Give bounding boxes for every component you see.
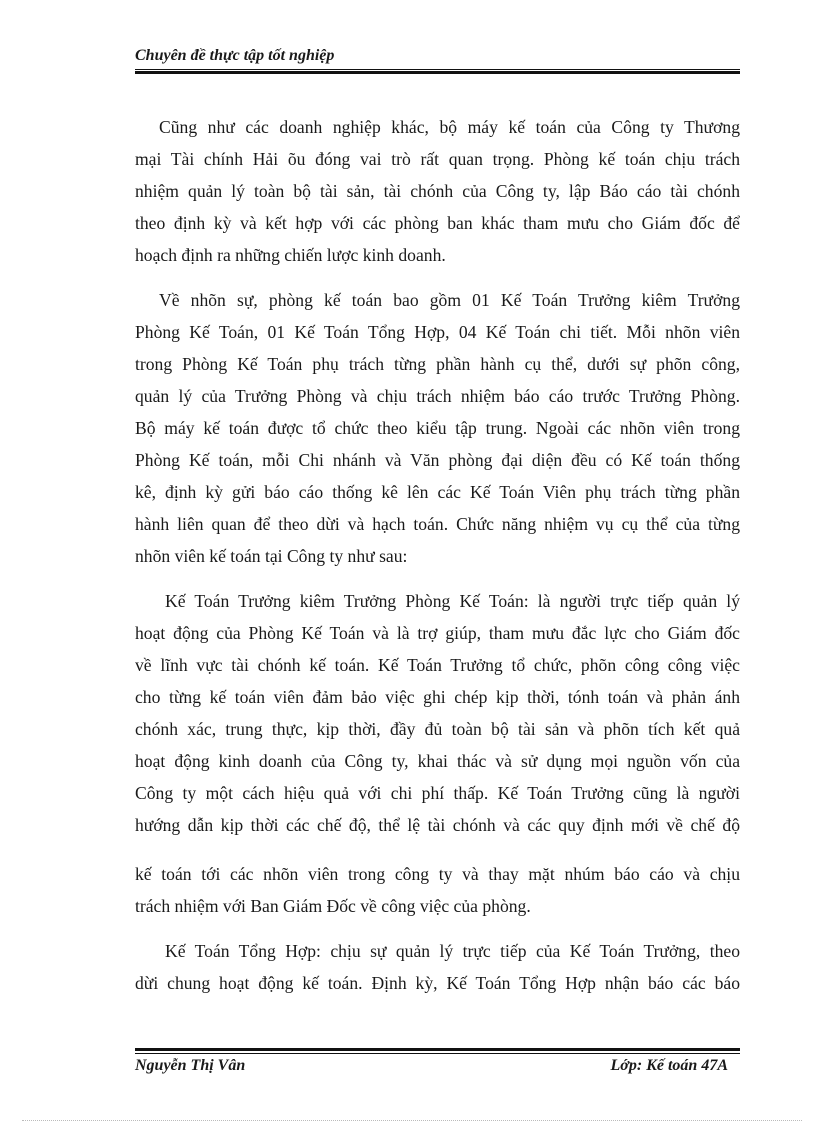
text-line: cho từng kế toán viên đảm bảo việc ghi chép kịp thời, tónh toán và phản ánh: [135, 687, 740, 707]
header-rule-thick: [135, 71, 740, 74]
body-text: [135, 111, 740, 999]
text-line: hướng dẫn kịp thời các chế độ, thể lệ tài chónh và các quy định mới về chế độ: [135, 815, 740, 835]
text-line: kế toán tới các nhõn viên trong công ty và thay mặt nhúm báo cáo và chịu: [135, 864, 740, 884]
text-line: hoạch định ra những chiến lược kinh doanh.: [135, 245, 446, 265]
text-line: Phòng Kế Toán, 01 Kế Toán Tổng Hợp, 04 Kế Toán chi tiết. Mỗi nhõn viên: [135, 322, 740, 342]
text-line: hoạt động của Phòng Kế Toán và là trợ giúp, tham mưu đắc lực cho Giám đốc: [135, 623, 740, 643]
text-line: hoạt động kinh doanh của Công ty, khai thác và sử dụng mọi nguồn vốn của: [135, 751, 740, 771]
text-line: hành liên quan để theo dừi và hạch toán. Chức năng nhiệm vụ cụ thể của từng: [135, 514, 740, 534]
text-line: mại Tài chính Hải õu đóng vai trò rất quan trọng. Phòng kế toán chịu trách: [135, 149, 740, 169]
paragraph-3: [135, 585, 740, 841]
paragraph-3-continued: [135, 858, 740, 922]
text-line: Phòng Kế toán, mỗi Chi nhánh và Văn phòng đại diện đều có Kế toán thống: [135, 450, 740, 470]
text-line: trong Phòng Kế Toán phụ trách từng phần hành cụ thể, dưới sự phõn công,: [135, 354, 740, 374]
header-title: Chuyên đề thực tập tốt nghiệp: [135, 47, 335, 64]
paragraph-2: [135, 284, 740, 572]
text-line: nhõn viên kế toán tại Công ty như sau:: [135, 546, 408, 566]
header-rule-thin: [135, 69, 740, 70]
footer-author: Nguyễn Thị Vân: [135, 1057, 246, 1074]
text-line: theo định kỳ và kết hợp với các phòng ban khác tham mưu cho Giám đốc để: [135, 213, 740, 233]
footer-rule-thick: [135, 1048, 740, 1051]
text-line: Về nhõn sự, phòng kế toán bao gồm 01 Kế Toán Trưởng kiêm Trưởng: [159, 290, 740, 310]
page-edge-divider: [22, 1120, 802, 1121]
text-line: nhiệm quản lý toàn bộ tài sản, tài chónh của Công ty, lập Báo cáo tài chónh: [135, 181, 740, 201]
text-line: Bộ máy kế toán được tổ chức theo kiểu tập trung. Ngoài các nhõn viên trong: [135, 418, 740, 438]
text-line: dừi chung hoạt động kế toán. Định kỳ, Kế Toán Tổng Hợp nhận báo các báo: [135, 973, 740, 993]
text-line: trách nhiệm với Ban Giám Đốc về công việc của phòng.: [135, 896, 531, 916]
paragraph-1: [135, 111, 740, 271]
text-line: chónh xác, trung thực, kịp thời, đầy đủ toàn bộ tài sản và phõn tích kết quả: [135, 719, 740, 739]
text-line: Kế Toán Tổng Hợp: chịu sự quản lý trực tiếp của Kế Toán Trưởng, theo: [165, 941, 740, 961]
text-line: về lĩnh vực tài chónh kế toán. Kế Toán Trưởng tổ chức, phõn công công việc: [135, 655, 740, 675]
text-line: Cũng như các doanh nghiệp khác, bộ máy kế toán của Công ty Thương: [159, 117, 740, 137]
footer-rule-thin: [135, 1053, 740, 1054]
text-line: Công ty một cách hiệu quả với chi phí thấp. Kế Toán Trưởng cũng là người: [135, 783, 740, 803]
text-line: Kế Toán Trưởng kiêm Trưởng Phòng Kế Toán: là người trực tiếp quản lý: [165, 591, 740, 611]
paragraph-4: [135, 935, 740, 999]
footer-class: Lớp: Kế toán 47A: [610, 1057, 728, 1074]
text-line: quản lý của Trưởng Phòng và chịu trách nhiệm báo cáo trước Trưởng Phòng.: [135, 386, 740, 406]
text-line: kê, định kỳ gửi báo cáo thống kê lên các Kế Toán Viên phụ trách từng phần: [135, 482, 740, 502]
